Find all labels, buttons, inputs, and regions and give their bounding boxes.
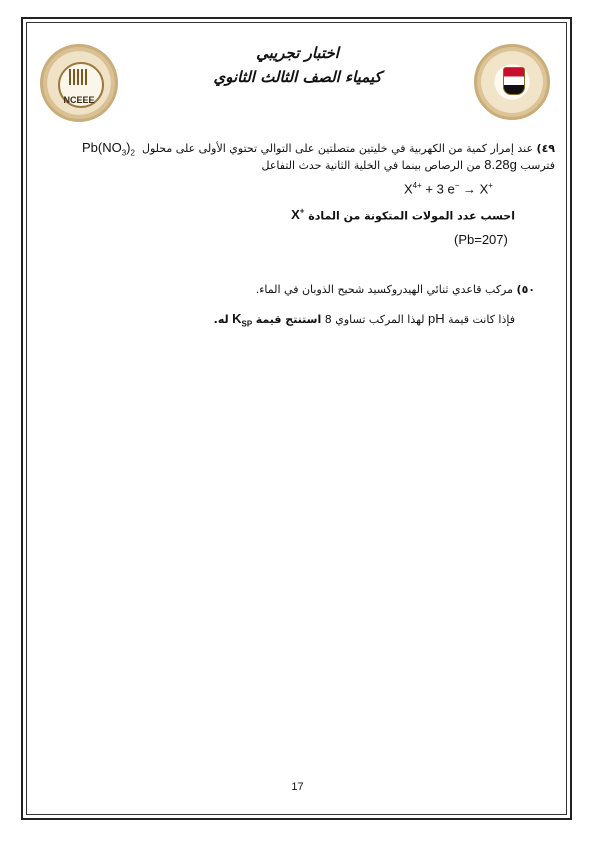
exam-subtitle: كيمياء الصف الثالث الثانوي bbox=[213, 68, 382, 86]
atomic-mass-given: (Pb=207) bbox=[454, 232, 508, 247]
q49-line1: ٤٩) عند إمرار كمية من الكهربية في خليتين متصلتين على التوالي تحتوي الأولى على محلول $Pb(NO_3)_2$ bbox=[81, 140, 555, 158]
reaction-equation: $X^{4+} + 3$ e− → X+ bbox=[404, 181, 493, 197]
page-number: 17 bbox=[291, 781, 304, 793]
q50-line1: ٥٠) مركب قاعدي ثنائي الهيدروكسيد شحيح الذوبان في الماء. bbox=[255, 283, 535, 296]
q49-task: احسب عدد المولات المتكونة من المادة X+ bbox=[291, 207, 515, 223]
exam-title: اختبار تجريبي bbox=[256, 44, 339, 62]
q49-line2: فترسب 8.28g من الرصاص بينما في الخلية الثانية حدث التفاعل bbox=[261, 157, 555, 172]
q50-line2: فإذا كانت قيمة pH لهذا المركب تساوي 8 استنتج قيمة $K_{SP}$ له. bbox=[213, 311, 515, 329]
nceee-logo: NCEEE bbox=[40, 44, 118, 122]
pb-nitrate-formula: $Pb(NO_3)_2$ bbox=[81, 140, 135, 158]
